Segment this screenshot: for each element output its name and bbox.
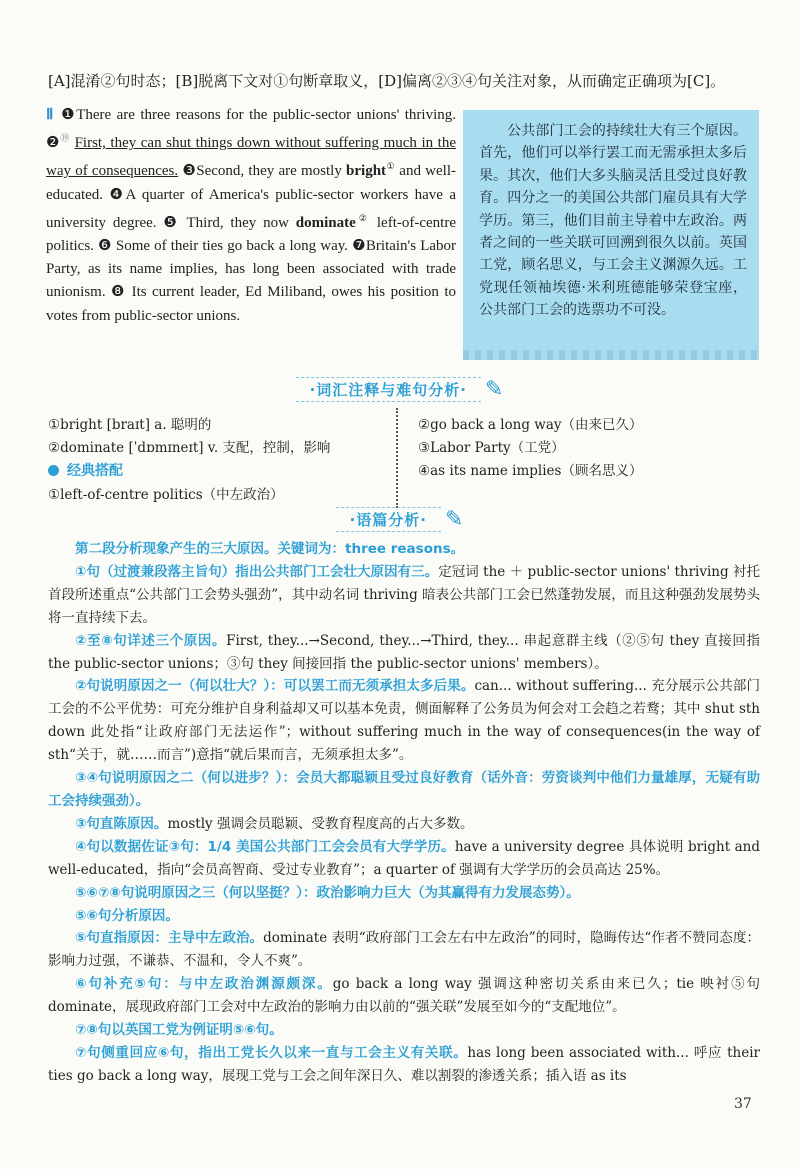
vocab-word-dominate: dominate	[295, 214, 356, 231]
sentence-3-post: and well-educated.	[46, 163, 456, 203]
sentence-2: First, they can shut things down without suffering much in the way of consequences.	[46, 135, 456, 180]
vocab-list-left	[48, 414, 388, 460]
vocab-word-bright: bright	[346, 163, 387, 180]
bullet-dot-icon	[48, 465, 59, 476]
paragraph-number: Ⅱ	[46, 107, 56, 123]
analysis-paragraph: ③句直陈原因。mostly 强调会员聪颖、受教育程度高的占大多数。	[75, 815, 474, 832]
analysis-paragraph: ⑤⑥句分析原因。	[75, 907, 179, 924]
page-number: 37	[734, 1096, 752, 1112]
sentence-5-pre: ❺ Third, they now	[163, 214, 296, 231]
collocation-item: ①left-of-centre politics（中左政治）	[48, 487, 284, 503]
analysis-paragraph: ⑤⑥⑦⑧句说明原因之三（何以坚挺？）：政治影响力巨大（为其赢得有力发展态势）。	[75, 884, 580, 901]
vocab-item: ④as its name implies（顾名思义）	[418, 463, 643, 479]
sentence-5-post: left-of-centre politics.	[46, 214, 456, 255]
vocab-section-title	[270, 376, 530, 402]
analysis-paragraph: ⑦句侧重回应⑥句，指出工党长久以来一直与工会主义有关联。has long been associated with... 呼应 their ties go back a long way，展现工党与工会之间年深日久、难以割裂的渗透关系；插入语 as its	[48, 1044, 760, 1084]
discourse-analysis	[48, 538, 760, 1088]
vocab-item: ②dominate [ˈdɒmɪneɪt] v. 支配，控制，影响	[48, 440, 331, 456]
analysis-paragraph: ⑥句补充⑤句：与中左政治渊源颇深。go back a long way 强调这种密切关系由来已久；tie 映衬⑤句 dominate，展现政府部门工会对中左政治的影响力由以前的“强关联”发展至如今的“支配地位”。	[48, 976, 760, 1016]
analysis-paragraph: ④句以数据佐证③句：1/4 美国公共部门工会会员有大学学历。have a university degree 具体说明 bright and well-educated，指向“会员高智商、受过专业教育”；a quarter of 强调有大学学历的会员高达 25%。	[48, 838, 761, 878]
analysis-paragraph: ②句说明原因之一（何以壮大？）：可以罢工而无须承担太多后果。can... without suffering... 充分展示公共部门工会的不公平优势：可充分维护自身利益却又可以基本免责，侧面解释了公务员为何会对工会趋之若鹜；其中 shut sth down 此处指“让政府部门无法运作”；without suffering much in the way of consequences(in the way of sth“关于，就……而言”)意指“就后果而言，无须承担太多”。	[48, 678, 760, 764]
analysis-title-text: ·语篇分析·	[336, 507, 441, 532]
vocab-item: ②go back a long way（由来已久）	[418, 417, 643, 433]
analysis-paragraph: ⑤句直指原因：主导中左政治。dominate 表明“政府部门工会左右中左政治”的同时，隐晦传达“作者不赞同态度：影响力过强，不谦恭、不温和，令人不爽”。	[48, 930, 761, 970]
sentence-2-marker: ❷	[46, 135, 61, 152]
translation-text: 公共部门工会的持续壮大有三个原因。首先，他们可以举行罢工而无需承担太多后果。其次，他们大多头脑灵活且受过良好教育。四分之一的美国公共部门雇员具有大学学历。第三，他们目前主导着中左政治。两者之间的一些关联可回溯到很久以前。英国工党，顾名思义，与工会主义渊源久远。工党现任领袖埃德·米利班德能够荣登宝座，公共部门工会的选票功不可没。	[479, 123, 747, 319]
collocation-title: 经典搭配	[67, 463, 123, 479]
vocab-item: ①bright [braɪt] a. 聪明的	[48, 417, 212, 433]
sentence-8: ❽ Its current leader, Ed Miliband, owes his position to votes from public-sector unions.	[46, 284, 456, 324]
vocab-sup-1: ①	[386, 161, 396, 172]
sentence-2-sup: ⑲	[60, 133, 71, 144]
analysis-paragraph: ③④句说明原因之二（何以进步？）：会员大都聪颖且受过良好教育（话外音：劳资谈判中他们力量雄厚，无疑有助工会持续强劲）。	[48, 770, 760, 809]
analysis-paragraph: ①句（过渡兼段落主旨句）指出公共部门工会壮大原因有三。定冠词 the ＋ public-sector unions' thriving 衬托首段所述重点“公共部门工会势头强劲”，其中动名词 thriving 暗表公共部门工会已然蓬勃发展，而且这种强劲发展势头将一直持续下去。	[48, 563, 760, 626]
sentence-7: ❼Britain's Labor Party, as its name implies, has long been associated with trade unionism.	[46, 238, 457, 301]
analysis-paragraph: ②至⑧句详述三个原因。First, they...→Second, they...→Third, they... 串起意群主线（②⑤句 they 直接回指 the public-sector unions；③句 they 间接回指 the public-sector unions' members）。	[48, 632, 760, 672]
analysis-paragraph: 第二段分析现象产生的三大原因。关键词为：three reasons。	[75, 541, 465, 557]
analysis-section-title	[310, 506, 490, 532]
vocab-list-right	[418, 414, 758, 483]
translation-box	[463, 110, 759, 360]
sentence-1: ❶There are three reasons for the public-sector unions' thriving.	[61, 107, 456, 123]
sentence-4: ❹A quarter of America's public-sector workers have a university degree.	[46, 186, 456, 231]
vocab-item: ③Labor Party（工党）	[418, 440, 565, 456]
analysis-paragraph: ⑦⑧句以英国工党为例证明⑤⑥句。	[75, 1022, 283, 1039]
pen-icon: ✎	[484, 376, 505, 402]
vocab-title-text: ·词汇注释与难句分析·	[296, 377, 481, 402]
collocation-heading	[48, 460, 123, 480]
column-divider	[396, 408, 406, 508]
sentence-6: ❻ Some of their ties go back a long way.	[98, 238, 349, 255]
sentence-3-pre: ❸Second, they are mostly	[182, 163, 347, 180]
vocab-sup-2: ②	[355, 212, 371, 223]
answer-explanation-line: [A]混淆②句时态；[B]脱离下文对①句断章取义，[D]偏离②③④句关注对象，从而确定正确项为[C]。	[48, 72, 726, 90]
pen-icon: ✎	[444, 506, 465, 532]
english-passage	[46, 104, 456, 328]
